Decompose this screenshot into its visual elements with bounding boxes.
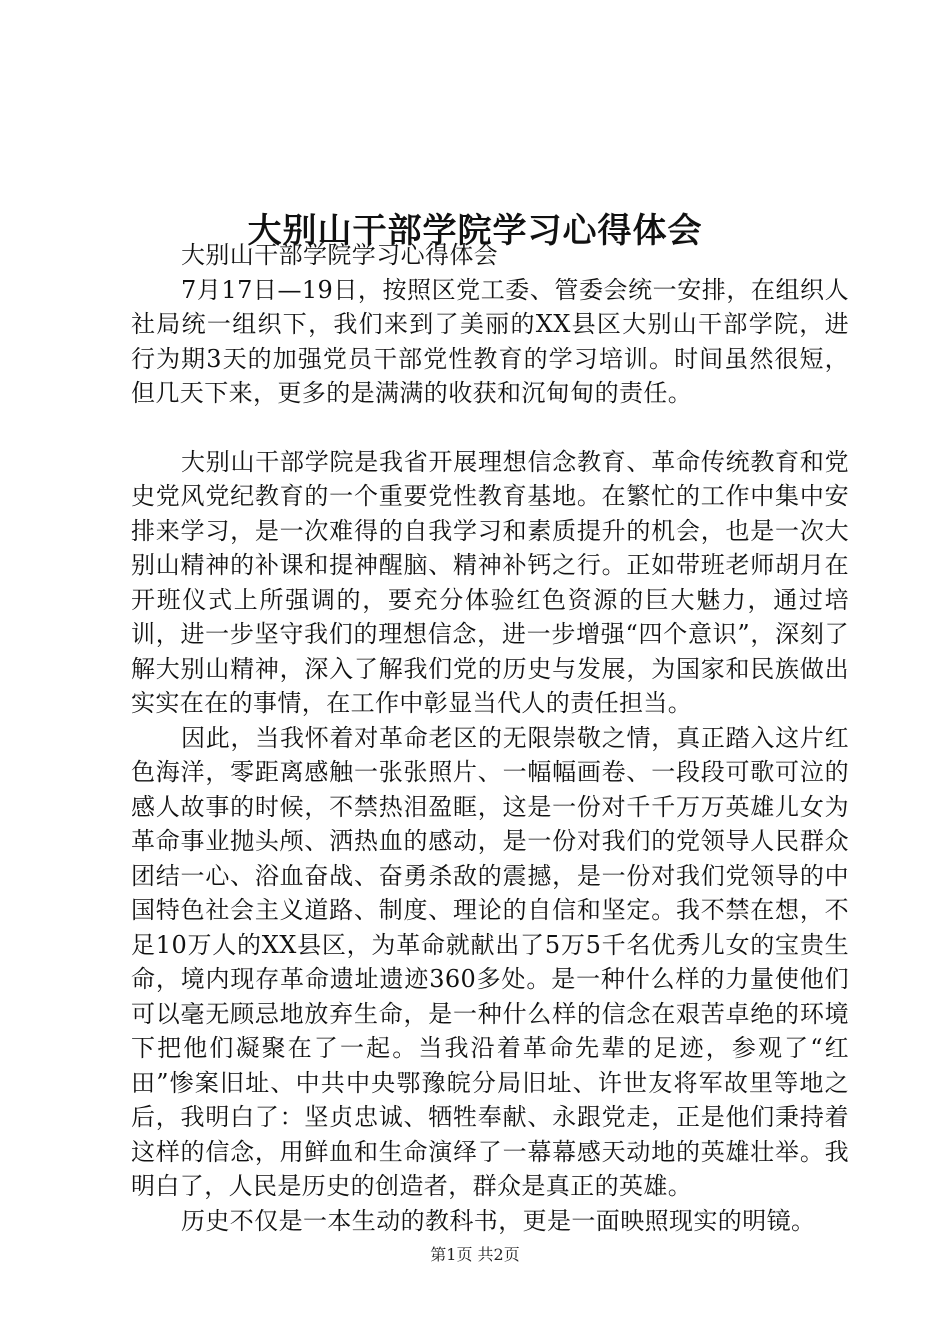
paragraph-history: 历史不仅是一本生动的教科书，更是一面映照现实的明镜。 [181,1206,816,1235]
document-body [131,238,849,1238]
document-title: 大别山干部学院学习心得体会 [247,210,703,251]
paragraph-academy: 大别山干部学院是我省开展理想信念教育、革命传统教育和党史党风党纪教育的一个重要党性教育基地。在繁忙的工作中集中安排来学习，是一次难得的自我学习和素质提升的机会，也是一次大别山精神的补课和提神醒脑、精神补钙之行。正如带班老师胡月在开班仪式上所强调的，要充分体验红色资源的巨大魅力，通过培训，进一步坚守我们的理想信念，进一步增强“四个意识”，深刻了解大别山精神，深入了解我们党的历史与发展，为国家和民族做出实实在在的事情，在工作中彰显当代人的责任担当。 [131,447,849,717]
paragraph-subtitle: 大别山干部学院学习心得体会 [181,241,499,269]
paragraph-intro: 7月17日—19日，按照区党工委、管委会统一安排，在组织人社局统一组织下，我们来到了美丽的XX县区大别山干部学院，进行为期3天的加强党员干部党性教育的学习培训。时间虽然很短，但几天下来，更多的是满满的收获和沉甸甸的责任。 [131,275,849,407]
paragraph-reflection: 因此，当我怀着对革命老区的无限崇敬之情，真正踏入这片红色海洋，零距离感触一张张照片、一幅幅画卷、一段段可歌可泣的感人故事的时候，不禁热泪盈眶，这是一份对千千万万英雄儿女为革命事业抛头颅、洒热血的感动，是一份对我们的党领导人民群众团结一心、浴血奋战、奋勇杀敌的震撼，是一份对我们党领导的中国特色社会主义道路、制度、理论的自信和坚定。我不禁在想，不足10万人的XX县区，为革命就献出了5万5千名优秀儿女的宝贵生命，境内现存革命遗址遗迹360多处。是一种什么样的力量使他们可以毫无顾忌地放弃生命，是一种什么样的信念在艰苦卓绝的环境下把他们凝聚在了一起。当我沿着革命先辈的足迹，参观了“红田”惨案旧址、中共中央鄂豫皖分局旧址、许世友将军故里等地之后，我明白了：坚贞忠诚、牺牲奉献、永跟党走，正是他们秉持着这样的信念，用鲜血和生命演绎了一幕幕感天动地的英雄壮举。我明白了，人民是历史的创造者，群众是真正的英雄。 [131,723,849,1200]
page-footer: 第1页 共2页 [430,1245,520,1264]
